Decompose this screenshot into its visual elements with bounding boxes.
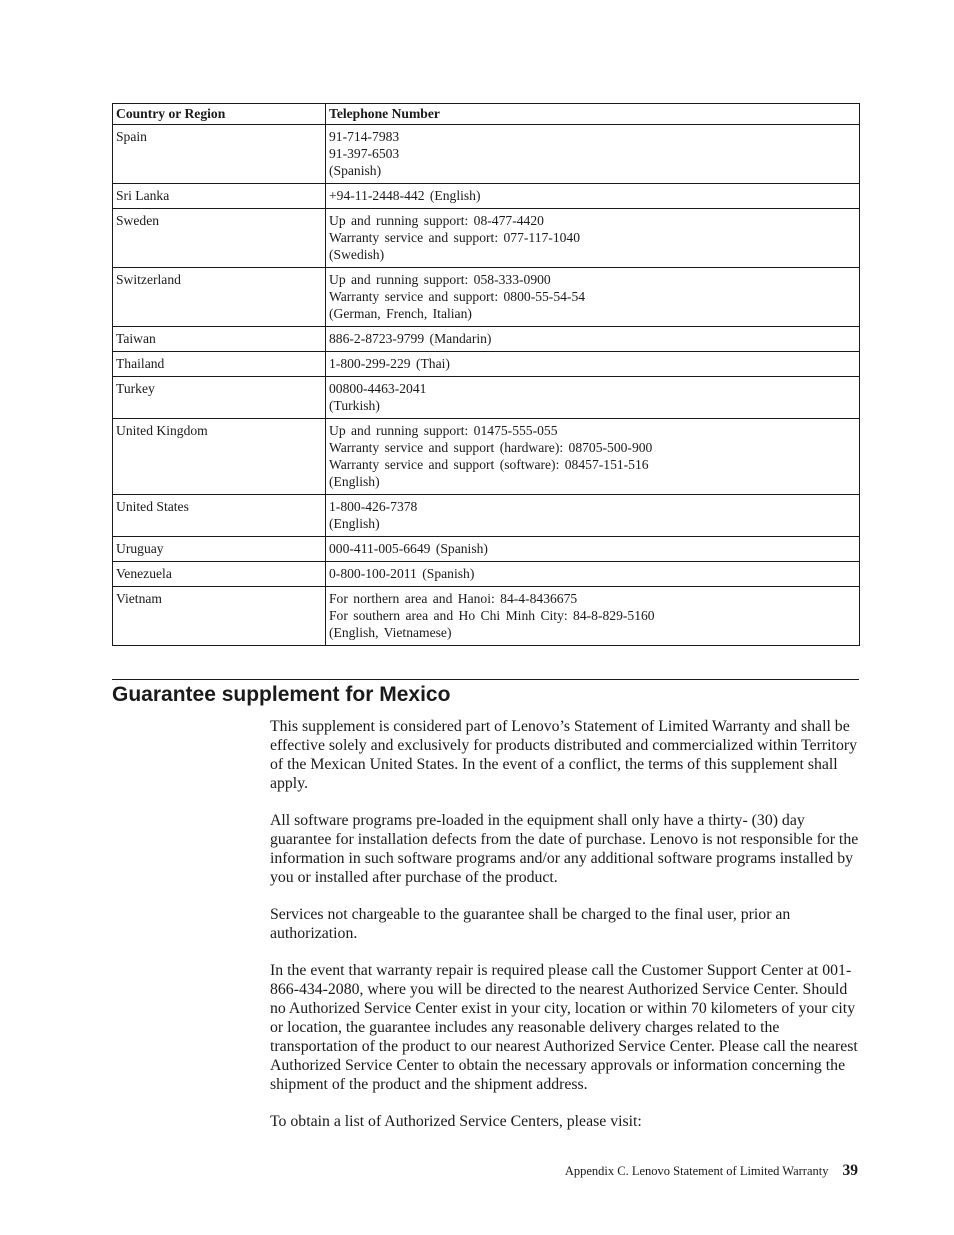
telephone-cell: 1-800-426-7378 (English) — [326, 495, 860, 537]
table-row — [113, 537, 860, 562]
country-cell: Sweden — [113, 209, 326, 268]
telephone-cell: +94-11-2448-442 (English) — [326, 184, 860, 209]
table-row — [113, 327, 860, 352]
table-header-row — [113, 104, 860, 125]
telephone-cell: 91-714-7983 91-397-6503 (Spanish) — [326, 125, 860, 184]
section-title: Guarantee supplement for Mexico — [112, 683, 451, 706]
page-number: 39 — [842, 1162, 858, 1179]
table-row — [113, 495, 860, 537]
telephone-cell: Up and running support: 08-477-4420 Warranty service and support: 077-117-1040 (Swedish) — [326, 209, 860, 268]
paragraph: Services not chargeable to the guarantee shall be charged to the final user, prior an authorization. — [270, 906, 791, 942]
paragraph: This supplement is considered part of Lenovo’s Statement of Limited Warranty and shall be effective solely and exclusively for products distributed and commercialized within Territory of the Mexican United States. In the event of a conflict, the terms of this supplement shall apply. — [270, 718, 857, 792]
table-row — [113, 352, 860, 377]
table-row — [113, 587, 860, 646]
section-divider — [112, 679, 859, 680]
country-cell: United States — [113, 495, 326, 537]
table-row — [113, 562, 860, 587]
table-row — [113, 184, 860, 209]
table-row — [113, 209, 860, 268]
table-row — [113, 125, 860, 184]
country-cell: Thailand — [113, 352, 326, 377]
phone-support-table — [112, 103, 860, 646]
table-row — [113, 377, 860, 419]
column-header-country: Country or Region — [113, 104, 326, 125]
country-cell: Vietnam — [113, 587, 326, 646]
telephone-cell: Up and running support: 058-333-0900 Warranty service and support: 0800-55-54-54 (German, French, Italian) — [326, 268, 860, 327]
country-cell: Switzerland — [113, 268, 326, 327]
country-cell: Spain — [113, 125, 326, 184]
country-cell: Uruguay — [113, 537, 326, 562]
telephone-cell: Up and running support: 01475-555-055 Warranty service and support (hardware): 08705-500-900 Warranty service and support (software): 08457-151-516 (English) — [326, 419, 860, 495]
page-footer — [565, 1161, 858, 1181]
paragraph: All software programs pre-loaded in the equipment shall only have a thirty- (30) day guarantee for installation defects from the date of purchase. Lenovo is not responsible for the information in such software programs and/or any additional software programs installed by you or installed after purchase of the product. — [270, 812, 859, 886]
paragraph: In the event that warranty repair is required please call the Customer Support Center at 001-866-434-2080, where you will be directed to the nearest Authorized Service Center. Should no Authorized Service Center exist in your city, location or within 70 kilometers of your city or location, the guarantee includes any reasonable delivery charges related to the transportation of the product to our nearest Authorized Service Center. Please call the nearest Authorized Service Center to obtain the necessary approvals or information concerning the shipment of the product and the shipment address. — [270, 962, 858, 1093]
country-cell: Venezuela — [113, 562, 326, 587]
section-body — [270, 717, 862, 1149]
table-row — [113, 419, 860, 495]
country-cell: United Kingdom — [113, 419, 326, 495]
telephone-cell: 886-2-8723-9799 (Mandarin) — [326, 327, 860, 352]
table-row — [113, 268, 860, 327]
telephone-cell: 00800-4463-2041 (Turkish) — [326, 377, 860, 419]
telephone-cell: For northern area and Hanoi: 84-4-8436675 For southern area and Ho Chi Minh City: 84-8-829-5160 (English, Vietnamese) — [326, 587, 860, 646]
table-body — [113, 125, 860, 646]
telephone-cell: 1-800-299-229 (Thai) — [326, 352, 860, 377]
running-title: Appendix C. Lenovo Statement of Limited Warranty — [564, 1164, 829, 1178]
country-cell: Taiwan — [113, 327, 326, 352]
telephone-cell: 0-800-100-2011 (Spanish) — [326, 562, 860, 587]
country-cell: Sri Lanka — [113, 184, 326, 209]
paragraph: To obtain a list of Authorized Service Centers, please visit: — [270, 1113, 642, 1130]
country-cell: Turkey — [113, 377, 326, 419]
column-header-telephone: Telephone Number — [326, 104, 860, 125]
telephone-cell: 000-411-005-6649 (Spanish) — [326, 537, 860, 562]
